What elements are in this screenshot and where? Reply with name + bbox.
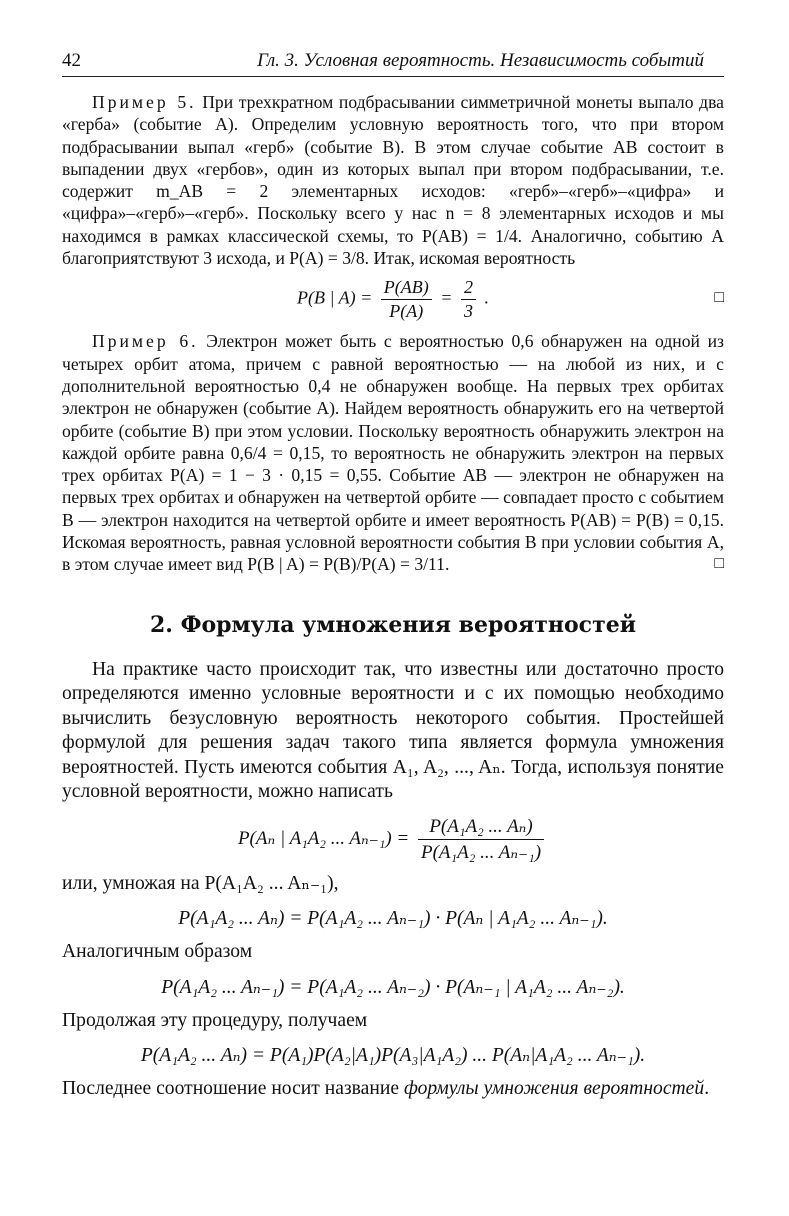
fraction-numerator: 2: [461, 277, 476, 300]
running-header: [62, 50, 724, 77]
conclusion-period: .: [704, 1078, 710, 1100]
fraction: [461, 277, 476, 322]
fraction: [381, 277, 432, 322]
qed-square-icon: □: [714, 555, 724, 573]
book-page: [62, 50, 724, 1112]
example-5-formula: [62, 277, 724, 322]
example-6-lead: Пример 6.: [92, 331, 199, 352]
formula-equals: =: [440, 288, 453, 308]
formula-product-step: P(A₁A₂ ... Aₙ) = P(A₁A₂ ... Aₙ₋₁) · P(Aₙ | A₁A₂ ... Aₙ₋₁).: [178, 908, 608, 930]
conclusion-text: Последнее соотношение носит название: [62, 1078, 400, 1100]
fraction: [418, 815, 544, 864]
page-number: 42: [62, 50, 81, 71]
example-5-text: [62, 91, 724, 269]
text-conclusion: [62, 1077, 724, 1102]
fraction-numerator: P(A₁A₂ ... Aₙ): [418, 815, 544, 840]
example-5-body: При трехкратном подбрасывании симметричной монеты выпало два «герба» (событие A). Определим условную вероятность того, что при втором подбрасывании выпал «герб» (событие B). В этом случае событие AB состоит в выпадении двух «гербов», один из которых выпал при втором подбрасывании, т.е. содержит m_AB = 2 элементарных исходов: «герб»–«герб»–«цифра» и «цифра»–«герб»–«герб». Поскольку всего у нас n = 8 элементарных исходов и мы находимся в рамках классической схемы, то P(AB) = 1/4. Аналогично, событию A благоприятствуют 3 исхода, и P(A) = 3/8. Итак, искомая вероятность: [62, 92, 724, 269]
fraction-denominator: P(A₁A₂ ... Aₙ₋₁): [421, 841, 542, 863]
term-multiplication-formula: формулы умножения вероятностей: [403, 1078, 705, 1100]
formula-conditional: [62, 815, 724, 864]
formula-period: .: [484, 288, 489, 308]
section-intro: На практике часто происходит так, что известны или достаточно просто определяются именно условные вероятности и с их помощью необходимо вычислить безусловную вероятность некоторого события. Простейшей формулой для решения задач такого типа является формула умножения вероятностей. Пусть имеются события A₁, A₂, ..., Aₙ. Тогда, используя понятие условной вероятности, можно написать: [62, 658, 724, 803]
section-title: 2. Формула умножения вероятностей: [149, 611, 637, 638]
formula-lhs: P(Aₙ | A₁A₂ ... Aₙ₋₁) =: [237, 827, 410, 849]
fraction-denominator: 3: [463, 301, 473, 322]
text-continuing: Продолжая эту процедуру, получаем: [62, 1009, 368, 1031]
example-6-body: Электрон может быть с вероятностью 0,6 обнаружен на одной из четырех орбит атома, причем с равной вероятностью — на любой из них, и с дополнительной вероятностью 0,4 не обнаружен вообще. На первых трех орбитах электрон не обнаружен (событие A). Найдем вероятность обнаружить его на четвертой орбите (событие B) при этом условии. Поскольку вероятность обнаружить электрон на каждой орбите равна 0,6/4 = 0,15, то вероятность не обнаружить электрон на первых трех орбитах P(A) = 1 − 3 · 0,15 = 0,55. Событие AB — электрон не обнаружен на первых трех орбитах и обнаружен на четвертой орбите — совпадает просто с событием B — электрон находится на четвертой орбите и имеет вероятность P(AB) = P(B) = 0,15. Искомая вероятность, равная условной вероятности события B при условии события A, в этом случае имеет вид P(B | A) = P(B)/P(A) = 3/11.: [62, 331, 724, 575]
formula-lhs: P(B | A) =: [297, 288, 373, 308]
text-analogous: Аналогичным образом: [62, 941, 253, 963]
qed-square-icon: □: [714, 289, 724, 307]
fraction-denominator: P(A): [389, 301, 424, 322]
fraction-numerator: P(AB): [381, 277, 432, 300]
formula-multiplication-rule: P(A₁A₂ ... Aₙ) = P(A₁)P(A₂|A₁)P(A₃|A₁A₂) ... P(Aₙ|A₁A₂ ... Aₙ₋₁).: [140, 1045, 646, 1067]
example-5-lead: Пример 5.: [92, 92, 197, 112]
running-title: Гл. 3. Условная вероятность. Независимость событий: [257, 50, 704, 71]
text-multiply: или, умножая на P(A₁A₂ ... Aₙ₋₁),: [62, 872, 339, 894]
formula-product-step-2: P(A₁A₂ ... Aₙ₋₁) = P(A₁A₂ ... Aₙ₋₂) · P(Aₙ₋₁ | A₁A₂ ... Aₙ₋₂).: [161, 976, 625, 998]
example-6-text: [62, 330, 724, 575]
